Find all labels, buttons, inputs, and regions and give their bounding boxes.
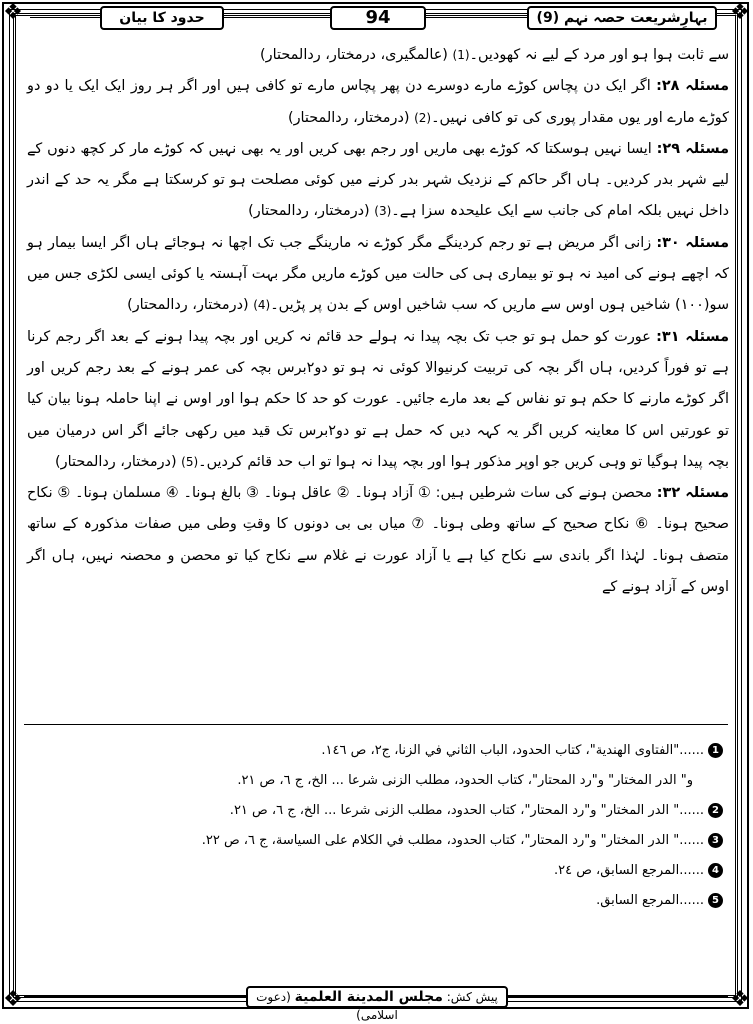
paragraph: سے ثابت ہوا ہو اور مرد کے لیے نہ کھودیں۔(1) (عالمگیری، درمختار، ردالمحتار)	[260, 47, 729, 63]
footnote-number: 2	[708, 803, 723, 818]
masala-label: مسئلہ ۳۰:	[656, 234, 730, 251]
footnote-number: 4	[708, 863, 723, 878]
corner-ornament-icon: ❖	[730, 987, 750, 1012]
footnote-ref: (4)	[253, 298, 271, 313]
publisher-footer	[246, 986, 508, 1022]
footnote-item: 5......المرجع السابق.	[33, 886, 723, 916]
source-citation: (درمختار، ردالمحتار)	[287, 109, 410, 126]
masala-label: مسئلہ ۲۸:	[656, 78, 729, 95]
footnote-number: 3	[708, 833, 723, 848]
main-text	[27, 40, 729, 603]
footer-prefix: پیش کش:	[446, 990, 498, 1004]
footnote-ref: (5)	[181, 454, 199, 469]
page-number: 94	[330, 6, 426, 30]
masala-32: مسئلہ ۳۲: محصن ہونے کی سات شرطیں ہیں: ① آزاد ہونا۔ ② عاقل ہونا۔ ③ بالغ ہونا۔ ④ مسلمان ہونا۔ ⑤ نکاح صحیح ہونا۔ ⑥ نکاح صحیح کے ساتھ وطی ہونا۔ ⑦ میاں بی بی دونوں کا وقتِ وطی میں صفات مذکورہ کے ساتھ متصف ہونا۔ لہٰذا اگر باندی سے نکاح کیا ہے یا آزاد عورت نے غلام سے نکاح کیا تو محصن و محصنہ نہیں، ہاں اگر اوس کے آزاد ہونے کے	[27, 485, 730, 596]
source-citation: (درمختار، ردالمحتار)	[55, 453, 177, 470]
masala-label: مسئلہ ۲۹:	[656, 140, 730, 157]
corner-ornament-icon: ❖	[3, 0, 23, 25]
source-citation: (درمختار، ردالمحتار)	[248, 203, 370, 220]
footnote-number: 1	[708, 743, 723, 758]
footnote-item: و" الدر المختار" و"رد المحتار"، كتاب الحدود، مطلب الزنى شرعا ... الخ، ج ٦، ص ٢١.	[237, 773, 693, 788]
masala-31: مسئلہ ۳۱: عورت کو حمل ہو تو جب تک بچہ پیدا نہ ہولے حد قائم نہ کریں اور بچہ پیدا ہونے کے بعد اگر رجم کرنا ہے تو فوراً کردیں، ہاں اگر بچہ کی تربیت کرنیوالا کوئی نہ ہو تو دو۲برس بچہ کی عمر ہونے کے بعد رجم کریں اور اگر کوڑے مارنے کا حکم ہو تو نفاس کے بعد مارے جائیں۔ عورت کو حد کا حکم ہوا اور اوس نے اپنا حاملہ ہونا بیان کیا تو عورتیں اس کا معاینہ کریں اگر یہ کہہ دیں کہ حمل ہے تو دو۲برس تک قید میں رکھی جائے اگر اس درمیان میں بچہ پیدا ہوگیا تو وہی کریں جو اوپر مذکور ہوا اور بچہ پیدا نہ ہوا تو اب حد قائم کردیں۔(5) (درمختار، ردالمحتار)	[27, 328, 729, 470]
publisher-name: مجلس المدينة العلمية	[294, 989, 443, 1005]
footnote-separator	[24, 724, 728, 725]
footnotes	[33, 736, 723, 916]
page-header	[30, 6, 723, 32]
corner-ornament-icon: ❖	[3, 987, 23, 1012]
footnote-ref: (1)	[452, 48, 470, 62]
footnote-ref: (3)	[374, 204, 392, 219]
footnote-number: 5	[708, 893, 723, 908]
footer-suffix: (دعوت اسلامی)	[256, 990, 398, 1022]
corner-ornament-icon: ❖	[730, 0, 750, 25]
book-title: بہارِشریعت حصہ نہم (9)	[527, 6, 717, 30]
source-citation: (عالمگیری، درمختار، ردالمحتار)	[260, 47, 448, 63]
masala-29: مسئلہ ۲۹: ایسا نہیں ہوسکتا کہ کوڑے بھی ماریں اور رجم بھی کریں اور یہ بھی نہیں کہ کوڑے مار کر کچھ دنوں کے لیے شہر بدر کردیں۔ ہاں اگر حاکم کے نزدیک شہر بدر کرنے میں کوئی مصلحت ہو تو کرسکتا ہے مگر یہ حد کے اندر داخل نہیں بلکہ امام کی جانب سے ایک علیحدہ سزا ہے۔(3) (درمختار، ردالمحتار)	[27, 140, 730, 220]
footnote-item: 4......المرجع السابق، ص ٢٤.	[33, 856, 723, 886]
footnote-ref: (2)	[414, 110, 432, 125]
masala-label: مسئلہ ۳۲:	[656, 485, 730, 502]
footnote-item: 1......"الفتاوی الهندية"، كتاب الحدود، الباب الثاني في الزنا، ج٢، ص ١٤٦.	[33, 736, 723, 766]
masala-28: مسئلہ ۲۸: اگر ایک دن پچاس کوڑے مارے دوسرے دن پھر پچاس مارے تو کافی ہیں اور اگر ہر روز ایک ایک یا دو دو کوڑے مارے اور یوں مقدار پوری کی تو کافی نہیں۔(2) (درمختار، ردالمحتار)	[27, 78, 729, 126]
section-title: حدود کا بیان	[100, 6, 224, 30]
footnote-item: 3......" الدر المختار" و"رد المحتار"، كتاب الحدود، مطلب في الكلام على السياسة، ج ٦، ص ٢٢.	[33, 826, 723, 856]
masala-label: مسئلہ ۳۱:	[656, 328, 729, 345]
footnote-item: 2......" الدر المختار" و"رد المحتار"، كتاب الحدود، مطلب الزنى شرعا ... الخ، ج ٦، ص ٢١.	[33, 796, 723, 826]
source-citation: (درمختار، ردالمحتار)	[127, 297, 249, 314]
masala-30: مسئلہ ۳۰: زانی اگر مریض ہے تو رجم کردینگے مگر کوڑے نہ مارینگے جب تک اچھا نہ ہوجائے ہاں اگر ایسا بیمار ہو کہ اچھے ہونے کی امید نہ ہو تو بیماری ہی کی حالت میں کوڑے ماریں مگر بہت آہستہ یا کوئی ایسی لکڑی جس میں سو(۱۰۰) شاخیں ہوں اوس سے ماریں کہ سب شاخیں اوس کے بدن پر پڑیں۔(4) (درمختار، ردالمحتار)	[27, 234, 730, 314]
